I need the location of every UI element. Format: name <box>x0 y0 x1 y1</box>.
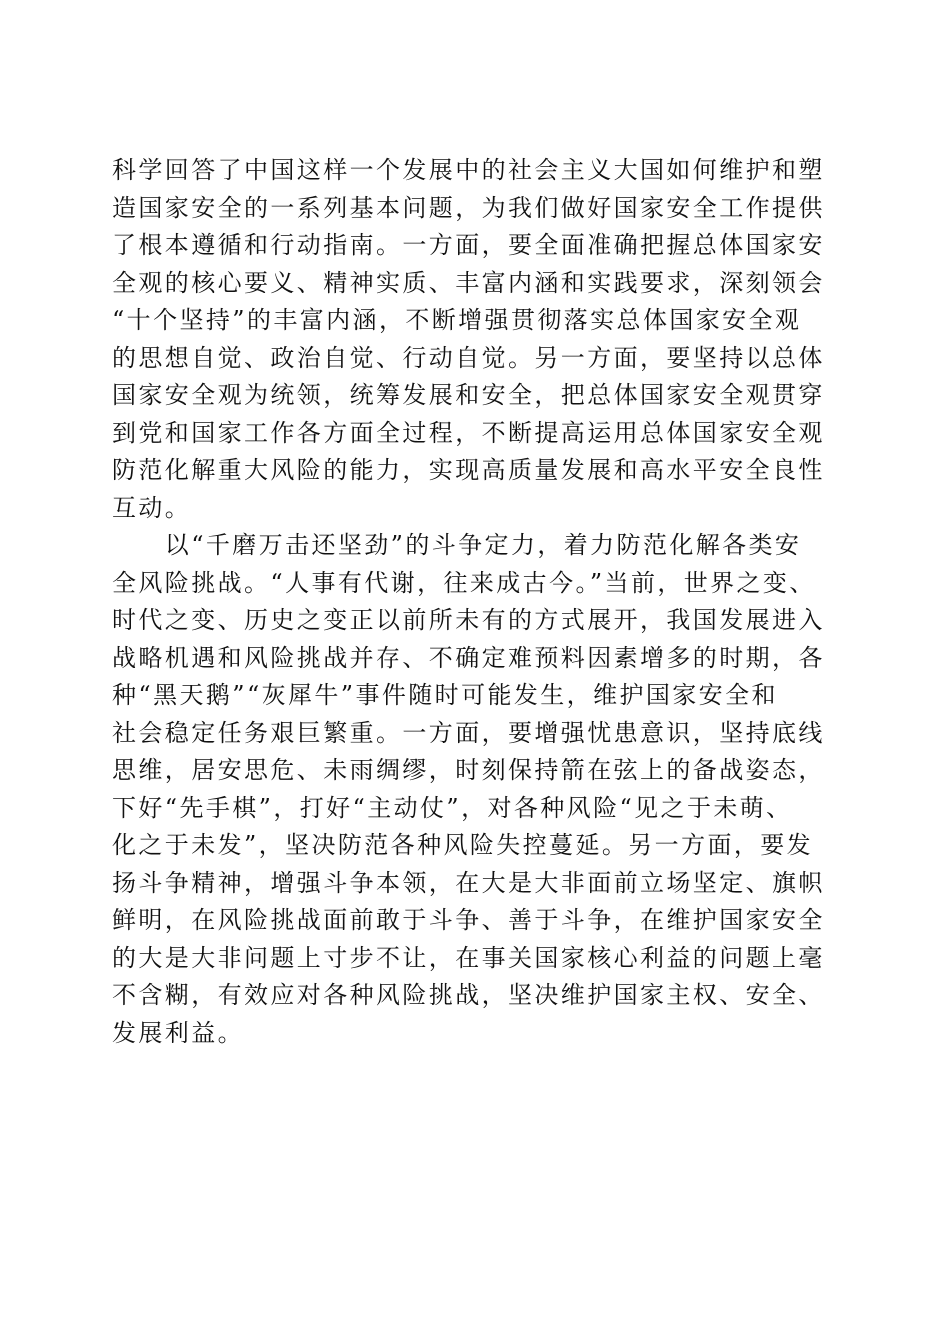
text-line: 了根本遵循和行动指南。一方面，要全面准确把握总体国家安 <box>112 231 825 259</box>
text-line: 的思想自觉、政治自觉、行动自觉。另一方面，要坚持以总体 <box>112 343 825 372</box>
text-line: 思维，居安思危、未雨绸缪，时刻保持箭在弦上的备战姿态， <box>112 756 825 784</box>
text-line: 国家安全观为统领，统筹发展和安全，把总体国家安全观贯穿 <box>112 381 825 409</box>
text-line: 社会稳定任务艰巨繁重。一方面，要增强忧患意识，坚持底线 <box>112 718 825 747</box>
text-line: 化之于未发”，坚决防范各种风险失控蔓延。另一方面，要发 <box>112 831 814 859</box>
text-line: 防范化解重大风险的能力，实现高质量发展和高水平安全良性 <box>112 456 825 484</box>
text-line: 的大是大非问题上寸步不让，在事关国家核心利益的问题上毫 <box>112 943 825 972</box>
text-line: 科学回答了中国这样一个发展中的社会主义大国如何维护和塑 <box>112 156 825 184</box>
text-line: 扬斗争精神，增强斗争本领，在大是大非面前立场坚定、旗帜 <box>112 868 825 897</box>
text-line: 到党和国家工作各方面全过程，不断提高运用总体国家安全观 <box>112 418 825 447</box>
text-line: 造国家安全的一系列基本问题，为我们做好国家安全工作提供 <box>112 193 825 222</box>
text-line: 鲜明，在风险挑战面前敢于斗争、善于斗争，在维护国家安全 <box>112 906 825 934</box>
text-line: 下好“先手棋”，打好“主动仗”，对各种风险“见之于未萌、 <box>112 793 793 822</box>
text-line: 种“黑天鹅”“灰犀牛”事件随时可能发生，维护国家安全和 <box>112 681 778 709</box>
text-line: 战略机遇和风险挑战并存、不确定难预料因素增多的时期，各 <box>112 643 825 672</box>
text-line: “十个坚持”的丰富内涵，不断增强贯彻落实总体国家安全观 <box>112 306 802 334</box>
text-line: 互动。 <box>112 493 192 522</box>
text-line: 发展利益。 <box>112 1018 244 1047</box>
text-line: 全风险挑战。“人事有代谢，往来成古今。”当前，世界之变、 <box>112 568 816 597</box>
body-text <box>112 152 832 1052</box>
text-line: 以“千磨万击还坚劲”的斗争定力，着力防范化解各类安 <box>112 531 802 559</box>
text-line: 时代之变、历史之变正以前所未有的方式展开，我国发展进入 <box>112 606 825 634</box>
text-line: 不含糊，有效应对各种风险挑战，坚决维护国家主权、安全、 <box>112 981 825 1009</box>
text-line: 全观的核心要义、精神实质、丰富内涵和实践要求，深刻领会 <box>112 268 825 297</box>
